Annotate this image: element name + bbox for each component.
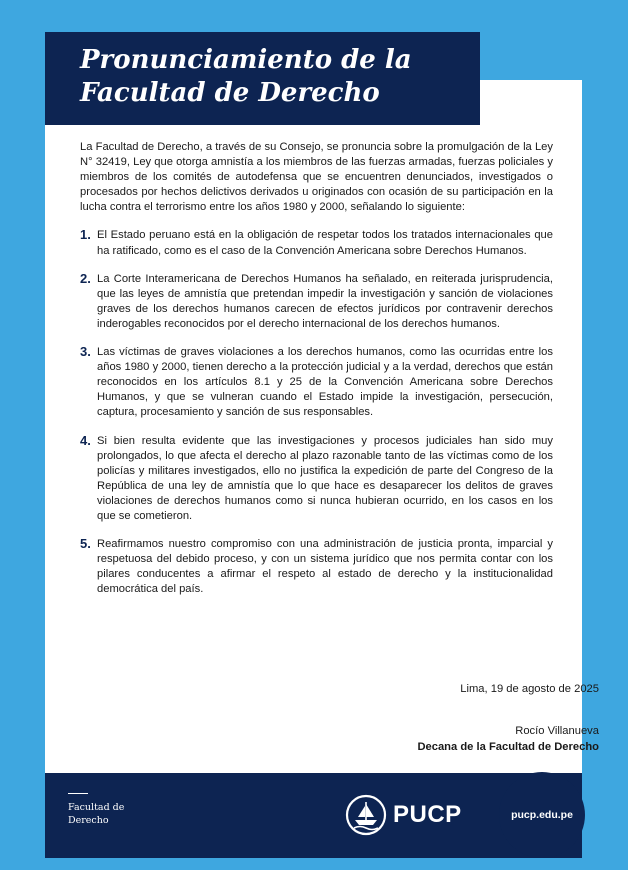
pucp-logo bbox=[345, 792, 462, 838]
list-item bbox=[80, 272, 553, 332]
point-number: 3. bbox=[80, 344, 91, 360]
faculty-line-2: Derecho bbox=[68, 814, 109, 826]
footer-divider bbox=[68, 793, 88, 794]
list-item bbox=[80, 537, 553, 597]
signatory-role: Decana de la Facultad de Derecho bbox=[417, 741, 599, 753]
point-text: Si bien resulta evidente que las investigaciones y procesos judiciales han sido muy prolongados, lo que afecta el derecho al plazo razonable tanto de las víctimas como de los policías y militares investigados, ello no justifica la expedición de parte del Congreso de la República de una ley de amnistía que lo que hace es desaparecer los delitos de graves violaciones de derechos humanos como si nunca hubieran ocurrido, en los casos en los que se cometieron. bbox=[97, 434, 553, 522]
point-text: La Corte Interamericana de Derechos Humanos ha señalado, en reiterada jurisprudencia, que las leyes de amnistía que pretendan impedir la investigación y sanción de violaciones graves de los derechos humanos carecen de efectos jurídicos por contravenir derechos inderogables reconocidos por el derecho internacional de los derechos humanos. bbox=[97, 272, 553, 330]
points-list bbox=[80, 228, 553, 597]
point-number: 2. bbox=[80, 270, 91, 286]
statement-date: Lima, 19 de agosto de 2025 bbox=[460, 683, 599, 695]
footer-faculty-name bbox=[68, 802, 148, 827]
pucp-logo-text: PUCP bbox=[393, 801, 462, 828]
point-number: 4. bbox=[80, 432, 91, 448]
intro-paragraph: La Facultad de Derecho, a través de su Consejo, se pronuncia sobre la promulgación de la Ley N° 32419, Ley que otorga amnistía a los miembros de las fuerzas armadas, fuerzas policiales y miembros de los comités de autodefensa que se encuentren denunciados, investigados o procesados por hechos delictivos derivados u originados con ocasión de su participación en la lucha contra el terrorismo entre los años 1980 y 2000, señalando lo siguiente: bbox=[80, 141, 553, 214]
point-number: 5. bbox=[80, 536, 91, 552]
point-text: Reafirmamos nuestro compromiso con una administración de justicia pronta, imparcial y respetuosa del debido proceso, y con un sistema jurídico que nos permita contar con los pilares conducentes a afirmar el respeto al estado de derecho y la institucionalidad democrática del país. bbox=[97, 538, 553, 596]
title-banner bbox=[45, 32, 480, 125]
signatory-name: Rocío Villanueva bbox=[515, 725, 599, 737]
pucp-ship-seal-icon bbox=[345, 794, 387, 836]
list-item bbox=[80, 345, 553, 420]
list-item bbox=[80, 434, 553, 525]
title-line-1: Pronunciamiento de la bbox=[80, 45, 412, 75]
point-text: Las víctimas de graves violaciones a los derechos humanos, como las ocurridas entre los años 1980 y 2000, tienen derecho a la protección judicial y a la verdad, derechos que están reconocidos en los artículos 8.1 y 25 de la Convención Americana sobre Derechos Humanos, y que se vulneran cuando el Estado impide la investigación, persecución, captura, procesamiento y sanción de sus responsables. bbox=[97, 346, 553, 419]
title-line-2: Facultad de Derecho bbox=[80, 78, 380, 108]
point-number: 1. bbox=[80, 227, 91, 243]
website-link[interactable]: pucp.edu.pe bbox=[511, 809, 573, 821]
faculty-line-1: Facultad de bbox=[68, 802, 125, 813]
statement-body bbox=[80, 140, 553, 597]
website-badge[interactable] bbox=[499, 772, 585, 858]
list-item bbox=[80, 228, 553, 258]
page-title bbox=[80, 44, 470, 110]
point-text: El Estado peruano está en la obligación de respetar todos los tratados internacionales que ha ratificado, como es el caso de la Convención Americana sobre Derechos Humanos. bbox=[97, 229, 553, 257]
